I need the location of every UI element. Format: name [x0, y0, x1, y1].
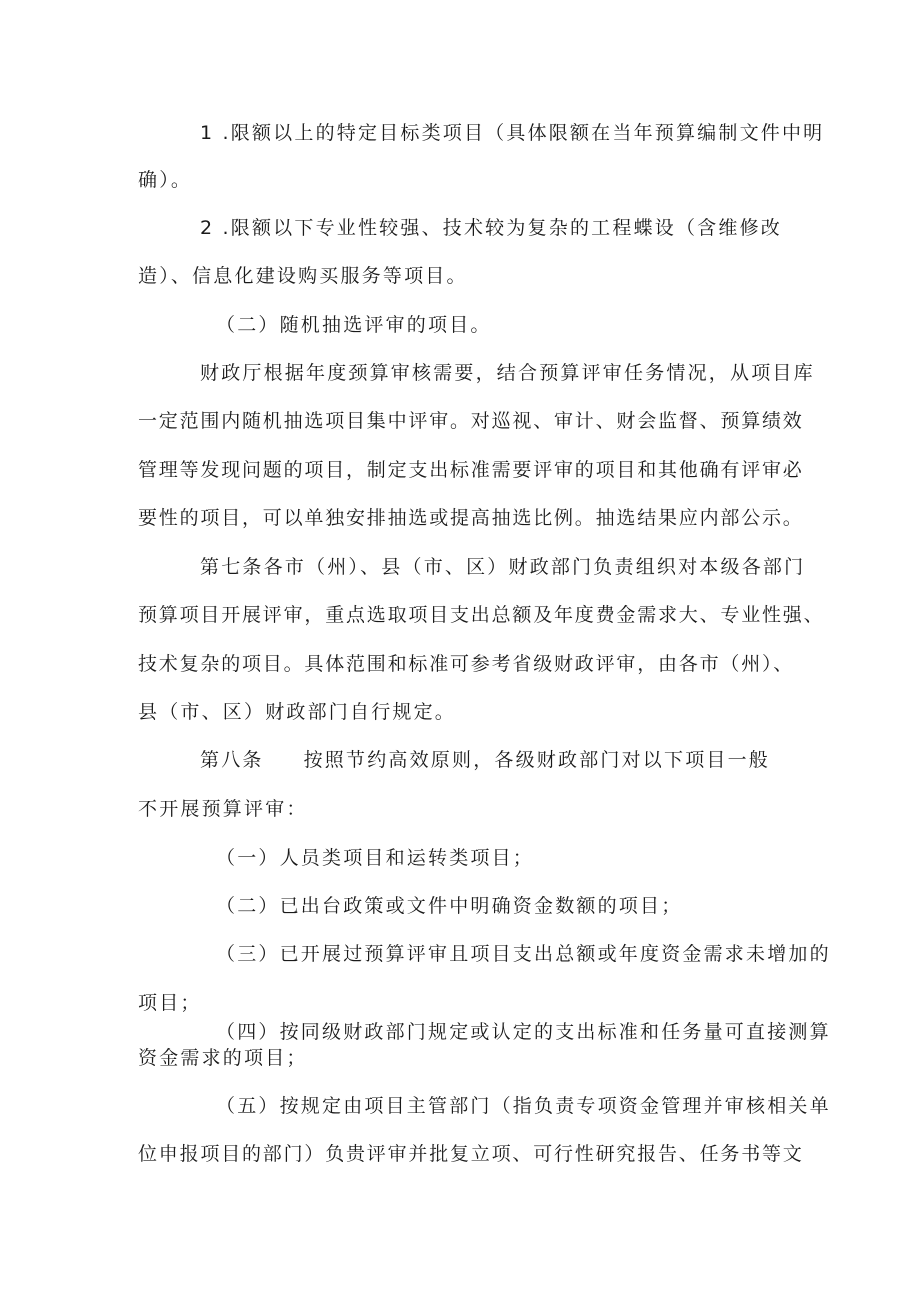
list-item-5-line-2: 位申报项目的部门）负贵评审并批复立项、可行性研究报告、任务书等文 — [138, 1143, 804, 1165]
article-8-line-1-rest: 按照节约高效原则，各级财政部门对以下项目一般 — [303, 749, 771, 771]
list-item-3-line-1: （三）已开展过预算评审且项目支出总额或年度资金需求未增加的 — [216, 943, 831, 965]
list-item-5-line-1: （五）按规定由项目主管部门（指负责专项资金管理并审核相关单 — [216, 1095, 831, 1117]
article-7-line-4: 县（市、区）财政部门自行规定。 — [138, 701, 457, 723]
item-2-line-1: 2 .限额以下专业性较强、技术较为复杂的工程蝶设（含维修改 — [200, 217, 782, 239]
para-random-line-1: 财政厅根据年度颈算审核需要，结合预算评审任务情况，从项目库 — [200, 362, 815, 384]
article-7-line-2: 预算项目开展评审，重点选取项目支出总额及年度费金需求大、专业性强、 — [138, 604, 825, 626]
list-item-2: （二）已出台政策或文件中明确资金数额的项目； — [216, 895, 683, 917]
item-1-line-1: 1 .限额以上的特定目标类项目（具体限额在当年预算编制文件中明 — [200, 122, 825, 144]
para-random-line-3: 管理等发现问题的项目，制定支出标准需要评审的项目和其他确有评审必 — [138, 459, 804, 481]
article-7-line-3: 技术复杂的项目。具体范围和标准可参考省级财政评审，由各市（州）、 — [138, 653, 795, 675]
list-item-3-line-2: 项目； — [138, 992, 202, 1014]
item-1-line-2: 确）。 — [138, 169, 193, 191]
article-8-label: 第八条 — [200, 749, 264, 771]
section-2-heading: （二）随机抽选评审的项目。 — [216, 314, 492, 336]
para-random-line-2: 一定范围内随机抽选项目集中评审。对巡视、审计、财会监督、预算绩效 — [138, 410, 804, 432]
article-8-line-2: 不开展预算评审： — [138, 798, 308, 820]
list-item-4-line-2: 资金需求的项目； — [138, 1047, 308, 1069]
article-7-line-1: 第七条各市（州）、县（市、区）财政部门负责组织对本级各部门 — [200, 556, 806, 578]
list-item-4-line-1: （四）按同级财政部门规定或认定的支出标准和任务量可直接测算 — [216, 1021, 831, 1043]
article-8-line-1 — [200, 748, 770, 772]
item-2-line-2: 造）、信息化建设购买服务等项目。 — [138, 265, 468, 287]
list-item-1: （一）人员类项目和运转类项目； — [216, 847, 535, 869]
para-random-line-4: 要性的项目，可以单独安排抽选或提高抽选比例。抽选结果应内部公示。 — [138, 507, 804, 529]
